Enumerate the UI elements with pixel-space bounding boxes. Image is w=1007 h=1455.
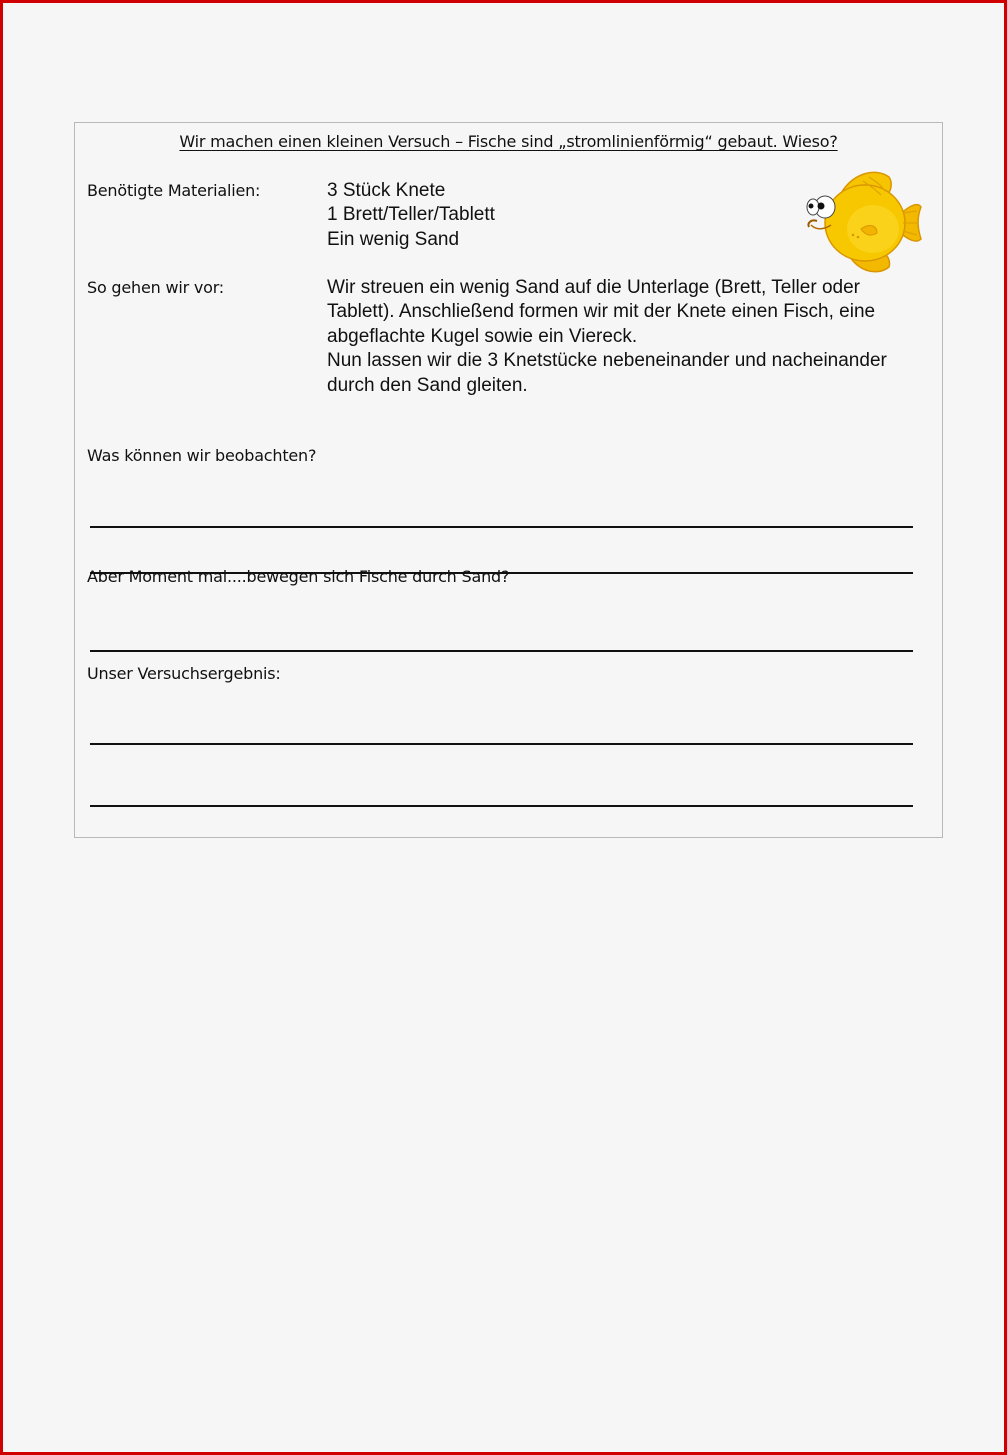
materials-item: 1 Brett/Teller/Tablett <box>327 204 495 226</box>
materials-list <box>327 179 495 252</box>
result-label: Unser Versuchsergebnis: <box>87 664 281 683</box>
answer-line[interactable] <box>90 743 913 745</box>
materials-item: Ein wenig Sand <box>327 228 460 250</box>
answer-line[interactable] <box>90 650 913 652</box>
procedure-line: durch den Sand gleiten. <box>327 374 528 396</box>
procedure-line: Nun lassen wir die 3 Knetstücke nebeneinander und nacheinander <box>327 350 887 372</box>
question-observe: Was können wir beobachten? <box>87 446 317 465</box>
fish-icon <box>803 167 927 277</box>
procedure-line: Wir streuen ein wenig Sand auf die Unterlage (Brett, Teller oder <box>327 277 860 298</box>
question-sand: Aber Moment mal....bewegen sich Fische durch Sand? <box>87 567 510 586</box>
answer-line[interactable] <box>90 805 913 807</box>
procedure-line: Tablett). Anschließend formen wir mit der Knete einen Fisch, eine <box>327 301 876 323</box>
procedure-text <box>327 276 887 398</box>
materials-label: Benötigte Materialien: <box>87 181 261 200</box>
procedure-line: abgeflachte Kugel sowie ein Viereck. <box>327 325 638 347</box>
worksheet <box>74 122 943 838</box>
answer-line[interactable] <box>90 526 913 528</box>
procedure-label: So gehen wir vor: <box>87 278 224 297</box>
materials-item: 3 Stück Knete <box>327 180 446 201</box>
worksheet-title: Wir machen einen kleinen Versuch – Fische sind „stromlinienförmig“ gebaut. Wieso? <box>179 132 838 151</box>
